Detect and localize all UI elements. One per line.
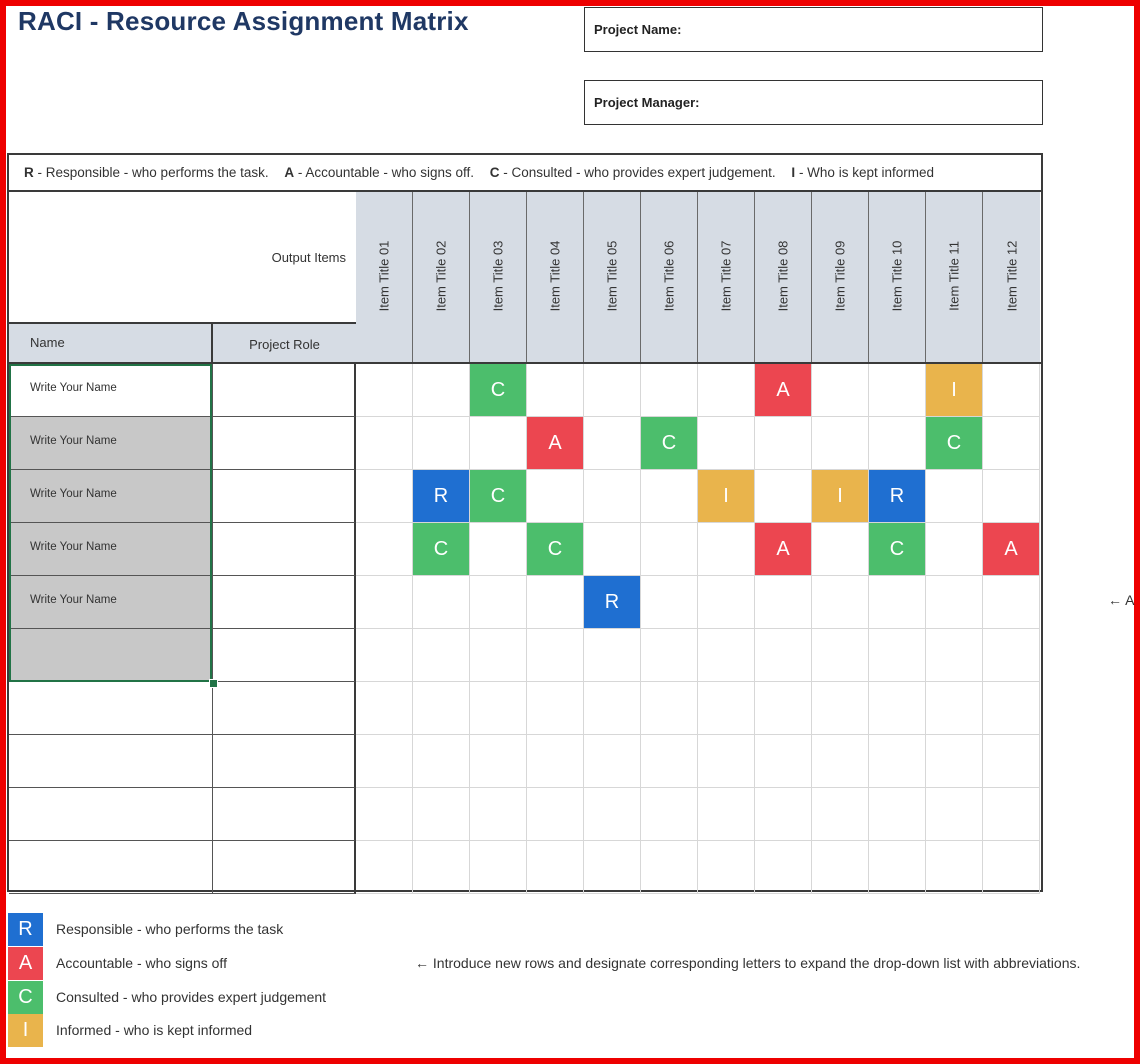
project-role-cell[interactable] — [213, 364, 356, 417]
key-swatch: I — [8, 1014, 43, 1047]
raci-cell[interactable] — [812, 788, 869, 841]
raci-mark-i[interactable]: I — [926, 364, 982, 416]
legend-key-c: C — [489, 165, 500, 180]
header-left-block — [9, 192, 358, 362]
raci-mark-c[interactable]: C — [926, 417, 982, 469]
raci-cell[interactable] — [698, 417, 755, 470]
legend-key-a: A — [284, 165, 295, 180]
raci-legend-line — [7, 153, 1043, 191]
raci-cell[interactable] — [356, 470, 413, 523]
raci-cell[interactable] — [413, 735, 470, 788]
raci-mark-c[interactable]: C — [869, 523, 925, 575]
raci-cell[interactable] — [983, 841, 1040, 894]
raci-cell[interactable] — [926, 470, 983, 523]
raci-cell[interactable] — [527, 682, 584, 735]
raci-cell[interactable] — [983, 682, 1040, 735]
raci-cell[interactable] — [641, 523, 698, 576]
raci-mark-a[interactable]: A — [527, 417, 583, 469]
raci-cell[interactable] — [812, 523, 869, 576]
item-title-label: Item Title 02 — [433, 240, 449, 312]
raci-cell[interactable] — [356, 576, 413, 629]
raci-cell[interactable] — [470, 682, 527, 735]
name-column-header[interactable]: Name — [9, 322, 213, 362]
item-title-label: Item Title 03 — [490, 240, 506, 312]
key-description: Consulted - who provides expert judgement — [56, 989, 327, 1005]
project-role-column-header[interactable]: Project Role — [213, 322, 356, 362]
item-title-label: Item Title 07 — [718, 240, 734, 312]
raci-cell[interactable] — [983, 788, 1040, 841]
name-cell[interactable]: Write Your Name — [9, 470, 213, 523]
item-column-header[interactable] — [527, 192, 584, 362]
key-description: Accountable - who signs off — [56, 955, 227, 971]
raci-cell[interactable] — [869, 417, 926, 470]
raci-mark-a[interactable]: A — [755, 364, 811, 416]
raci-cell[interactable] — [812, 629, 869, 682]
raci-cell[interactable] — [983, 735, 1040, 788]
raci-cell[interactable] — [983, 417, 1040, 470]
raci-mark-a[interactable]: A — [983, 523, 1039, 575]
item-title-label: Item Title 09 — [832, 240, 848, 312]
raci-cell[interactable] — [527, 629, 584, 682]
raci-mark-r[interactable]: R — [869, 470, 925, 522]
raci-cell[interactable] — [926, 735, 983, 788]
name-cell[interactable]: Write Your Name — [9, 576, 213, 629]
raci-cell[interactable] — [812, 841, 869, 894]
item-column-header[interactable] — [356, 192, 413, 362]
project-role-cell[interactable] — [213, 682, 356, 735]
raci-cell[interactable] — [698, 364, 755, 417]
item-column-header[interactable] — [641, 192, 698, 362]
raci-cell[interactable] — [755, 841, 812, 894]
raci-cell[interactable] — [641, 682, 698, 735]
side-note: ← A — [1108, 592, 1135, 608]
raci-cell[interactable] — [641, 841, 698, 894]
raci-cell[interactable] — [641, 629, 698, 682]
item-column-header[interactable] — [869, 192, 926, 362]
raci-cell[interactable] — [584, 417, 641, 470]
project-role-cell[interactable] — [213, 523, 356, 576]
raci-mark-r[interactable]: R — [413, 470, 469, 522]
project-name-label: Project Name: — [594, 22, 682, 37]
raci-cell[interactable] — [527, 364, 584, 417]
project-role-cell[interactable] — [213, 576, 356, 629]
raci-cell[interactable] — [356, 788, 413, 841]
raci-cell[interactable] — [869, 788, 926, 841]
fill-handle[interactable] — [209, 679, 218, 688]
raci-mark-c[interactable]: C — [641, 417, 697, 469]
name-cell[interactable]: Write Your Name — [9, 417, 213, 470]
raci-cell[interactable] — [527, 735, 584, 788]
raci-cell[interactable] — [869, 364, 926, 417]
raci-cell[interactable] — [584, 682, 641, 735]
raci-cell[interactable] — [527, 576, 584, 629]
item-column-header[interactable] — [470, 192, 527, 362]
output-items-label: Output Items — [271, 250, 346, 265]
raci-cell[interactable] — [983, 576, 1040, 629]
raci-cell[interactable] — [812, 682, 869, 735]
raci-cell[interactable] — [698, 788, 755, 841]
raci-cell[interactable] — [413, 576, 470, 629]
raci-cell[interactable] — [926, 682, 983, 735]
project-role-cell[interactable] — [213, 470, 356, 523]
name-cell[interactable] — [9, 629, 213, 682]
raci-cell[interactable] — [698, 735, 755, 788]
legend-key-r: R — [24, 165, 34, 180]
item-title-label: Item Title 10 — [889, 240, 905, 312]
raci-cell[interactable] — [641, 576, 698, 629]
raci-cell[interactable] — [413, 682, 470, 735]
key-swatch: R — [8, 913, 43, 946]
raci-cell[interactable] — [584, 788, 641, 841]
name-cell[interactable] — [9, 841, 213, 894]
raci-cell[interactable] — [755, 470, 812, 523]
item-title-label: Item Title 11 — [946, 241, 962, 311]
item-column-header[interactable] — [698, 192, 755, 362]
raci-cell[interactable] — [413, 364, 470, 417]
raci-cell[interactable] — [755, 629, 812, 682]
raci-cell[interactable] — [470, 735, 527, 788]
item-column-header[interactable] — [983, 192, 1040, 362]
item-title-label: Item Title 06 — [661, 240, 677, 312]
key-swatch: A — [8, 947, 43, 980]
project-role-cell[interactable] — [213, 788, 356, 841]
raci-cell[interactable] — [356, 629, 413, 682]
raci-cell[interactable] — [470, 523, 527, 576]
raci-mark-i[interactable]: I — [812, 470, 868, 522]
raci-cell[interactable] — [869, 576, 926, 629]
raci-cell[interactable] — [584, 470, 641, 523]
project-manager-label: Project Manager: — [594, 95, 700, 110]
raci-cell[interactable] — [470, 576, 527, 629]
item-title-label: Item Title 01 — [376, 240, 392, 312]
raci-cell[interactable] — [926, 788, 983, 841]
item-title-label: Item Title 05 — [604, 240, 620, 312]
item-title-label: Item Title 04 — [547, 240, 563, 312]
raci-mark-c[interactable]: C — [470, 364, 526, 416]
raci-cell[interactable] — [413, 417, 470, 470]
raci-cell[interactable] — [584, 629, 641, 682]
raci-cell[interactable] — [470, 788, 527, 841]
raci-cell[interactable] — [812, 364, 869, 417]
raci-cell[interactable] — [755, 576, 812, 629]
raci-mark-r[interactable]: R — [584, 576, 640, 628]
raci-cell[interactable] — [584, 364, 641, 417]
raci-matrix — [7, 190, 1043, 892]
raci-cell[interactable] — [641, 470, 698, 523]
legend-key-i: I — [791, 165, 796, 180]
raci-cell[interactable] — [584, 735, 641, 788]
page-title: RACI - Resource Assignment Matrix — [18, 6, 469, 36]
raci-mark-c[interactable]: C — [527, 523, 583, 575]
raci-cell[interactable] — [812, 576, 869, 629]
raci-mark-a[interactable]: A — [755, 523, 811, 575]
name-cell[interactable] — [9, 735, 213, 788]
item-column-header[interactable] — [755, 192, 812, 362]
legend-text-i: - Who is kept informed — [795, 165, 934, 180]
raci-cell[interactable] — [413, 629, 470, 682]
raci-cell[interactable] — [755, 417, 812, 470]
project-name-field[interactable] — [584, 7, 1043, 52]
raci-cell[interactable] — [356, 841, 413, 894]
item-title-label: Item Title 12 — [1004, 240, 1019, 312]
raci-cell[interactable] — [356, 682, 413, 735]
item-title-label: Item Title 08 — [775, 240, 791, 312]
raci-cell[interactable] — [527, 470, 584, 523]
raci-cell[interactable] — [983, 629, 1040, 682]
raci-cell[interactable] — [869, 735, 926, 788]
raci-cell[interactable] — [470, 841, 527, 894]
raci-cell[interactable] — [983, 364, 1040, 417]
raci-cell[interactable] — [527, 841, 584, 894]
item-column-header[interactable] — [413, 192, 470, 362]
raci-cell[interactable] — [413, 841, 470, 894]
raci-cell[interactable] — [812, 735, 869, 788]
raci-cell[interactable] — [641, 788, 698, 841]
project-role-cell[interactable] — [213, 417, 356, 470]
raci-cell[interactable] — [698, 523, 755, 576]
expand-list-note: ← Introduce new rows and designate corresponding letters to expand the drop-down list with abbreviations. — [415, 955, 1081, 971]
raci-cell[interactable] — [641, 364, 698, 417]
raci-mark-c[interactable]: C — [470, 470, 526, 522]
raci-cell[interactable] — [698, 576, 755, 629]
name-cell[interactable] — [9, 788, 213, 841]
item-column-header[interactable] — [926, 192, 983, 362]
key-swatch: C — [8, 981, 43, 1014]
project-role-cell[interactable] — [213, 735, 356, 788]
legend-text-a: - Accountable - who signs off. — [294, 165, 474, 180]
raci-cell[interactable] — [983, 470, 1040, 523]
raci-cell[interactable] — [869, 629, 926, 682]
legend-text-r: - Responsible - who performs the task. — [33, 165, 269, 180]
raci-cell[interactable] — [698, 841, 755, 894]
name-cell[interactable] — [9, 682, 213, 735]
raci-cell[interactable] — [527, 788, 584, 841]
raci-cell[interactable] — [869, 841, 926, 894]
raci-cell[interactable] — [755, 735, 812, 788]
raci-cell[interactable] — [584, 841, 641, 894]
item-column-header[interactable] — [812, 192, 869, 362]
raci-cell[interactable] — [584, 523, 641, 576]
legend-text-c: - Consulted - who provides expert judgement. — [499, 165, 776, 180]
raci-cell[interactable] — [755, 682, 812, 735]
name-cell[interactable]: Write Your Name — [9, 364, 213, 417]
project-role-cell[interactable] — [213, 629, 356, 682]
raci-mark-c[interactable]: C — [413, 523, 469, 575]
key-description: Responsible - who performs the task — [56, 921, 284, 937]
item-column-header[interactable] — [584, 192, 641, 362]
raci-cell[interactable] — [356, 523, 413, 576]
raci-cell[interactable] — [641, 735, 698, 788]
project-role-cell[interactable] — [213, 841, 356, 894]
raci-cell[interactable] — [926, 576, 983, 629]
raci-cell[interactable] — [356, 735, 413, 788]
key-description: Informed - who is kept informed — [56, 1022, 253, 1038]
raci-cell[interactable] — [926, 523, 983, 576]
raci-cell[interactable] — [698, 682, 755, 735]
raci-cell[interactable] — [926, 841, 983, 894]
raci-cell[interactable] — [470, 629, 527, 682]
raci-cell[interactable] — [755, 788, 812, 841]
project-manager-field[interactable] — [584, 80, 1043, 125]
name-cell[interactable]: Write Your Name — [9, 523, 213, 576]
raci-cell[interactable] — [356, 417, 413, 470]
raci-cell[interactable] — [926, 629, 983, 682]
raci-cell[interactable] — [470, 417, 527, 470]
raci-cell[interactable] — [356, 364, 413, 417]
raci-mark-i[interactable]: I — [698, 470, 754, 522]
raci-cell[interactable] — [698, 629, 755, 682]
raci-cell[interactable] — [869, 682, 926, 735]
raci-cell[interactable] — [413, 788, 470, 841]
raci-cell[interactable] — [812, 417, 869, 470]
